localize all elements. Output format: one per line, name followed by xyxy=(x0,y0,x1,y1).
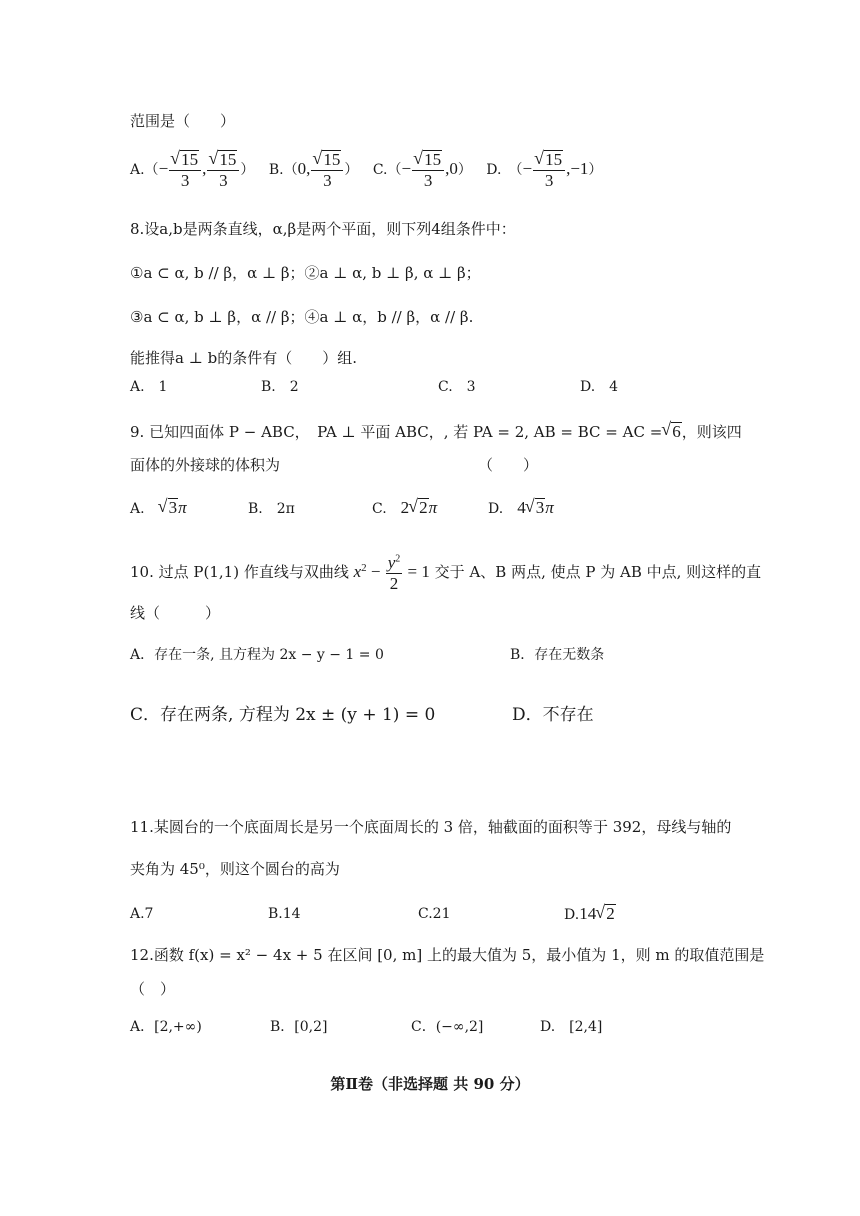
q12-option-c: C．(−∞,2] xyxy=(411,1019,484,1035)
q9-option-c: C. 2√ 2π xyxy=(372,498,437,518)
q12-option-d: D. [2,4] xyxy=(540,1019,603,1035)
q7-option-a-label: A.（ xyxy=(130,162,159,179)
q7-options xyxy=(130,150,602,190)
q8-question: 能推得a ⊥ b的条件有（ ）组. xyxy=(130,349,357,367)
q9-line-1: 9. 已知四面体 P − ABC， PA ⊥ 平面 ABC，, 若 PA = 2, AB = BC = AC =√ 6，则该四 xyxy=(130,422,742,441)
q10-suffix: 交于 A、B 两点, 使点 P 为 AB 中点, 则这样的直 xyxy=(434,563,762,582)
q9-suffix: ，则该四 xyxy=(681,423,742,441)
q7-option-d: D. （− √ $\frac{15}{3}$ ,−1） xyxy=(486,162,602,178)
q8-option-d: D. 4 xyxy=(580,379,619,395)
q11-option-c: C.21 xyxy=(418,906,451,922)
q9-option-d-label: D. xyxy=(488,501,504,517)
q11-option-d: D.14√ 2 xyxy=(564,904,616,924)
q11-line-1: 11.某圆台的一个底面周长是另一个底面周长的 3 倍，轴截面的面积等于 392，母线与轴的 xyxy=(130,818,732,836)
q12-line-1: 12.函数 f(x) = x² − 4x + 5 在区间 [0, m] 上的最大值为 5，最小值为 1，则 m 的取值范围是 xyxy=(130,946,765,964)
q9-option-c-label: C. xyxy=(372,501,387,517)
q9-option-a: A. √ 3π xyxy=(130,498,187,518)
q11-option-b: B.14 xyxy=(268,906,301,922)
q8-option-a: A. 1 xyxy=(130,379,168,395)
q7-tail-text: 范围是（ ） xyxy=(130,112,236,130)
q7-option-d-label: D. （ xyxy=(486,162,523,179)
q10-line-2: 线（ ） xyxy=(130,604,221,622)
q9-option-a-label: A. xyxy=(130,501,145,517)
q10-point: P(1,1) 作直线与双曲线 xyxy=(193,563,349,582)
q9-conditions: P − ABC， PA ⊥ 平面 ABC，, 若 PA = 2, AB = BC = AC = xyxy=(228,423,663,441)
q10-option-d: D．不存在 xyxy=(512,705,594,725)
q9-option-d: D. 4√ 3π xyxy=(488,498,554,518)
q9-answer-blank: （ ） xyxy=(478,456,539,474)
q10-option-a: A．存在一条, 且方程为 2x − y − 1 = 0 xyxy=(130,647,384,663)
q12-option-a: A．[2,+∞) xyxy=(130,1019,202,1035)
q10-prefix: 10. 过点 xyxy=(130,563,189,582)
q7-option-b: B.（0, √ $\frac{15}{3}$ ） xyxy=(269,162,363,178)
q9-line-2: 面体的外接球的体积为 xyxy=(130,456,281,474)
q10-option-c: C．存在两条, 方程为 2x ± (y + 1) = 0 xyxy=(130,705,436,725)
q8-condition-line-1: ①a ⊂ α, b // β，α ⊥ β；②a ⊥ α, b ⊥ β, α ⊥ β； xyxy=(130,264,481,282)
q8-option-b: B. 2 xyxy=(261,379,299,395)
q9-prefix: 9. 已知四面体 xyxy=(130,423,225,441)
q12-option-b: B．[0,2] xyxy=(270,1019,328,1035)
q12-line-2: （ ） xyxy=(130,980,176,998)
q11-option-d-label: D. xyxy=(564,907,580,923)
q9-option-b: B. 2π xyxy=(248,501,295,517)
q7-option-b-label: B.（ xyxy=(268,162,298,179)
q10-option-b: B．存在无数条 xyxy=(510,647,605,663)
q8-stem: 8.设a,b是两条直线，α,β是两个平面，则下列4组条件中： xyxy=(130,220,516,238)
section-title: 第Ⅱ卷（非选择题 共 90 分） xyxy=(330,1075,530,1093)
q7-option-c-label: C.（ xyxy=(372,162,402,179)
q11-option-a: A.7 xyxy=(130,906,154,922)
q8-option-c: C. 3 xyxy=(438,379,476,395)
q7-option-c: C.（− √ $\frac{15}{3}$ ,0） xyxy=(373,162,476,178)
q8-condition-line-2: ③a ⊂ α, b ⊥ β，α // β；④a ⊥ α，b // β，α // β. xyxy=(130,308,474,326)
q11-line-2: 夹角为 45⁰，则这个圆台的高为 xyxy=(130,860,340,878)
q10-line-1: 10. 过点 P(1,1) 作直线与双曲线 $x^2$ − $\frac{y^2}{2}$ = 1 交于 A、B 两点, 使点 P 为 AB 中点, 则这样的直 xyxy=(130,553,762,593)
q7-option-a: A.（− √ $\frac{15}{3}$ , √ $\frac{15}{3}$ ） xyxy=(130,162,259,178)
